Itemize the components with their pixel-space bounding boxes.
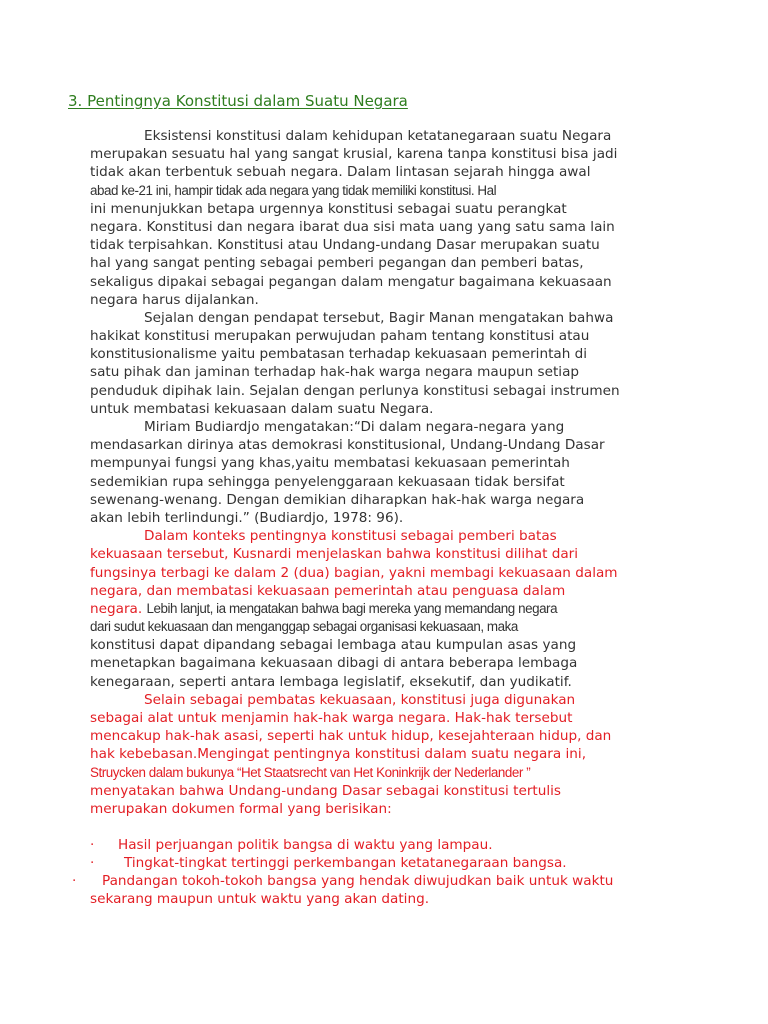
text-line: Sejalan dengan pendapat tersebut, Bagir Manan mengatakan bahwa	[144, 309, 614, 326]
text-line: mempunyai fungsi yang khas,yaitu membatasi kekuasaan pemerintah	[90, 455, 570, 472]
text-line: sewenang-wenang. Dengan demikian diharapkan hak-hak warga negara	[90, 491, 585, 508]
highlighted-text-line: fungsinya terbagi ke dalam 2 (dua) bagian, yakni membagi kekuasaan dalam	[90, 564, 618, 581]
highlighted-text: negara.	[90, 600, 143, 617]
bullet-dot-icon: ·	[90, 837, 95, 853]
highlighted-text-line: merupakan dokumen formal yang berisikan:	[90, 800, 392, 817]
text-line: dari sudut kekuasaan dan menganggap sebagai organisasi kekuasaan, maka	[90, 619, 518, 635]
text-line: hakikat konstitusi merupakan perwujudan paham tentang konstitusi atau	[90, 328, 590, 345]
list-item-continuation: sekarang maupun untuk waktu yang akan dating.	[90, 891, 430, 907]
text-line: merupakan sesuatu hal yang sangat krusial, karena tanpa konstitusi bisa jadi	[90, 146, 618, 163]
list-item: Hasil perjuangan politik bangsa di waktu yang lampau.	[118, 837, 493, 853]
highlighted-text-line: Dalam konteks pentingnya konstitusi sebagai pemberi batas	[144, 528, 557, 545]
highlighted-text-line: hak kebebasan.Mengingat pentingnya konstitusi dalam suatu negara ini,	[90, 746, 587, 763]
text-line: ini menunjukkan betapa urgennya konstitusi sebagai suatu perangkat	[90, 200, 567, 217]
text-line: penduduk dipihak lain. Sejalan dengan perlunya konstitusi sebagai instrumen	[90, 382, 620, 399]
highlighted-text-line: menyatakan bahwa Undang-undang Dasar sebagai konstitusi tertulis	[90, 782, 562, 799]
text-line: tidak terpisahkan. Konstitusi atau Undang-undang Dasar merupakan suatu	[90, 237, 600, 254]
highlighted-text-line: negara, dan membatasi kekuasaan pemerintah atau penguasa dalam	[90, 582, 566, 599]
section-heading: 3. Pentingnya Konstitusi dalam Suatu Negara	[68, 92, 408, 110]
highlighted-text-line: sebagai alat untuk menjamin hak-hak warga negara. Hak-hak tersebut	[90, 710, 573, 726]
text-line: satu pihak dan jaminan terhadap hak-hak warga negara maupun setiap	[90, 364, 580, 381]
text-line: Miriam Budiardjo mengatakan:“Di dalam negara-negara yang	[144, 419, 565, 435]
text-line: hal yang sangat penting sebagai pemberi pegangan dan pemberi batas,	[90, 255, 584, 272]
text-line: negara harus dijalankan.	[90, 291, 259, 308]
text-line: menetapkan bagaimana kekuasaan dibagi di antara beberapa lembaga	[90, 655, 578, 672]
bullet-dot-icon: ·	[72, 873, 77, 889]
text-line: mendasarkan dirinya atas demokrasi konstitusional, Undang-Undang Dasar	[90, 437, 605, 454]
text-line: konstitusionalisme yaitu pembatasan terhadap kekuasaan pemerintah di	[90, 346, 588, 363]
highlighted-text-line: Struycken dalam bukunya “Het Staatsrecht van Het Koninkrijk der Nederlander ”	[90, 764, 531, 780]
list-item: Pandangan tokoh-tokoh bangsa yang hendak diwujudkan baik untuk waktu	[102, 873, 614, 889]
highlighted-text-line: kekuasaan tersebut, Kusnardi menjelaskan bahwa konstitusi dilihat dari	[90, 546, 579, 563]
bullet-dot-icon: ·	[90, 855, 95, 871]
text-line: kenegaraan, seperti antara lembaga legislatif, eksekutif, dan yudikatif.	[90, 673, 572, 690]
text-line: Eksistensi konstitusi dalam kehidupan ketatanegaraan suatu Negara	[144, 128, 612, 144]
text-line: konstitusi dapat dipandang sebagai lembaga atau kumpulan asas yang	[90, 637, 577, 654]
text-line: negara. Konstitusi dan negara ibarat dua sisi mata uang yang satu sama lain	[90, 218, 615, 235]
text-line: untuk membatasi kekuasaan dalam suatu Negara.	[90, 400, 434, 417]
text-line: sekaligus dipakai sebagai pegangan dalam mengatur bagaimana kekuasaan	[90, 273, 612, 290]
highlighted-text-line: Selain sebagai pembatas kekuasaan, konstitusi juga digunakan	[144, 691, 576, 708]
text-line: tidak akan terbentuk sebuah negara. Dalam lintasan sejarah hingga awal	[90, 164, 591, 181]
text-line: akan lebih terlindungi.” (Budiardjo, 1978: 96).	[90, 509, 404, 526]
text: Lebih lanjut, ia mengatakan bahwa bagi mereka yang memandang negara	[146, 600, 558, 616]
list-item: Tingkat-tingkat tertinggi perkembangan ketatanegaraan bangsa.	[124, 855, 567, 871]
text-line: abad ke-21 ini, hampir tidak ada negara yang tidak memiliki konstitusi. Hal	[90, 182, 497, 198]
highlighted-text-line: mencakup hak-hak asasi, seperti hak untuk hidup, kesejahteraan hidup, dan	[90, 728, 612, 745]
text-line: sedemikian rupa sehingga penyelenggaraan kekuasaan tidak bersifat	[90, 473, 565, 490]
document-body	[90, 127, 690, 818]
text-line	[90, 600, 690, 618]
